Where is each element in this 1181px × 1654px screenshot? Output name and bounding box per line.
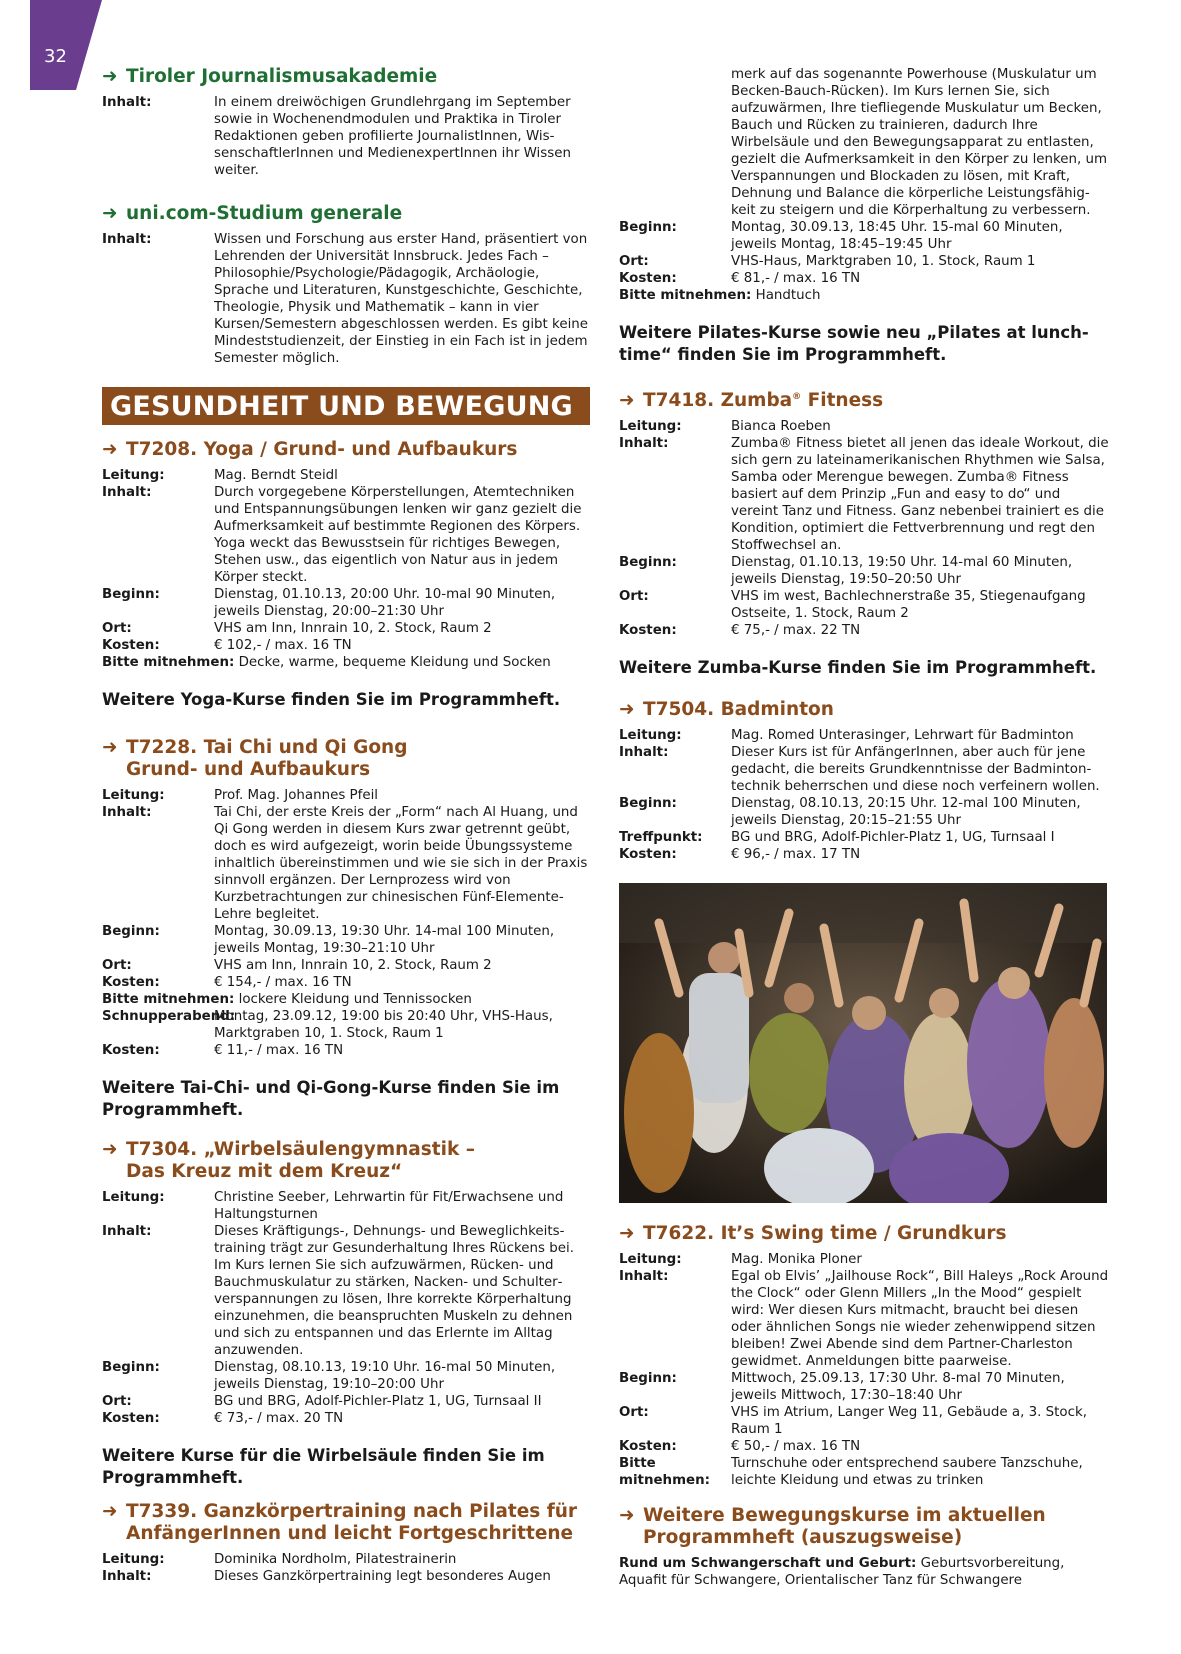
- yoga-inhalt: Inhalt: Durch vorgegebene Körperstellungen, Atemtechniken und Entspannungsübungen lenken wir ganz gezielt die Aufmerksamkeit auf bestimmte Regionen des Körpers. Yoga weckt das Bewusstsein für richtiges Bewegen, Stehen usw., das eigentlich von Natur aus in jedem Körper steckt.: [102, 485, 582, 585]
- zumba-hint: Weitere Zumba-Kurse finden Sie im Programmheft.: [619, 658, 1097, 678]
- course-title-zumba: ➜ T7418. Zumba® Fitness: [619, 390, 884, 412]
- zumba-inhalt: Inhalt: Zumba® Fitness bietet all jenen das ideale Workout, die sich gern zu lateinamerikanischen Rhythmen wie Salsa, Samba oder Merengue bewegen. Zumba® Fitness basiert auf dem Prinzip „Fun and easy to do“ und vereint Tanz und Fitness. Ganz nebenbei trainiert es die Kondition, optimiert die Fettverbrennung und regt den Stoffwechsel an.: [619, 436, 1109, 554]
- yoga-ort: Ort: VHS am Inn, Innrain 10, 2. Stock, Raum 2: [102, 621, 492, 636]
- arrow-right-icon: ➜: [619, 390, 635, 412]
- pilates-beginn: Beginn: Montag, 30.09.13, 18:45 Uhr. 15-mal 60 Minuten, jeweils Montag, 18:45–19:45 Uhr: [619, 220, 1063, 252]
- right-column: [619, 66, 1109, 1589]
- pilates-kosten: Kosten: € 81,- / max. 16 TN: [619, 271, 861, 286]
- course-title-swing: ➜ T7622. It’s Swing time / Grundkurs: [619, 1223, 1007, 1245]
- swing-mitnehmen: Bitte mitnehmen: Turnschuhe oder entsprechend saubere Tanzschuhe, leichte Kleidung und etwas zu trinken: [619, 1456, 1083, 1489]
- wirbel-beginn: Beginn: Dienstag, 08.10.13, 19:10 Uhr. 16-mal 50 Minuten, jeweils Dienstag, 19:10–20:00 Uhr: [102, 1360, 556, 1392]
- arrow-right-icon: ➜: [619, 699, 635, 721]
- zumba-kosten: Kosten: € 75,- / max. 22 TN: [619, 623, 861, 639]
- swing-beginn: Beginn: Mittwoch, 25.09.13, 17:30 Uhr. 8-mal 70 Minuten, jeweils Mittwoch, 17:30–18:40 Uhr: [619, 1371, 1065, 1404]
- badminton-leitung: Leitung: Mag. Romed Unterasinger, Lehrwart für Badminton: [619, 728, 1074, 744]
- yoga-beginn: Beginn: Dienstag, 01.10.13, 20:00 Uhr. 10-mal 90 Minuten, jeweils Dienstag, 20:00–21:30 Uhr: [102, 587, 556, 619]
- swing-leitung: Leitung: Mag. Monika Ploner: [619, 1252, 862, 1268]
- swing-kosten: Kosten: € 50,- / max. 16 TN: [619, 1439, 861, 1455]
- swing-ort: Ort: VHS im Atrium, Langer Weg 11, Gebäude a, 3. Stock, Raum 1: [619, 1405, 1087, 1438]
- taichi-inhalt: Inhalt: Tai Chi, der erste Kreis der „Form“ nach Al Huang, und Qi Gong werden in diesem Kurs zwar getrennt geübt, doch es wird aufgezeigt, worin beide Übungssysteme inhaltlich übereinstimmen und wie sie sich in der Praxis sinnvoll ergänzen. Der Lernprozess wird von Kurzbetrachtungen zur chinesischen Fünf-Elemente-Lehre begleitet.: [102, 805, 588, 922]
- pilates-inhalt: Inhalt: Dieses Ganzkörpertraining legt besonderes Augen: [102, 1569, 551, 1584]
- wirbel-leitung: Leitung: Christine Seeber, Lehrwartin für Fit/Erwachsene und Haltungsturnen: [102, 1190, 564, 1222]
- section-title-journalismus: ➜ Tiroler Journalismusakademie: [102, 66, 438, 87]
- wirbel-inhalt: Inhalt: Dieses Kräftigungs-, Dehnungs- und Beweglichkeitstraining trägt zur Gesunderhaltung Ihres Rückens bei. Im Kurs lernen Sie sich aufzuwärmen, Rücken- und Bauchmuskulatur zu stärken, Nacken- und Schulterverspannungen zu lösen, Ihre korrekte Körperhaltung einzunehmen, die beanspruchten Muskeln zu dehnen und sich zu entspannen und das Erlernte im Alltag anzuwenden.: [102, 1224, 574, 1358]
- taichi-beginn: Beginn: Montag, 30.09.13, 19:30 Uhr. 14-mal 100 Minuten, jeweils Montag, 19:30–21:10 Uhr: [102, 924, 555, 956]
- wirbel-hint: Weitere Kurse für die Wirbelsäule finden Sie im Programmheft.: [102, 1446, 545, 1487]
- zumba-ort: Ort: VHS im west, Bachlechnerstraße 35, Stiegenaufgang Ostseite, 1. Stock, Raum 2: [619, 589, 1086, 622]
- arrow-right-icon: ➜: [102, 737, 118, 758]
- dance-group-photo: [619, 883, 1107, 1203]
- section-title-unicom: ➜ uni.com-Studium generale: [102, 203, 403, 224]
- yoga-leitung: Leitung: Mag. Berndt Steidl: [102, 468, 338, 483]
- course-title-badminton: ➜ T7504. Badminton: [619, 699, 834, 721]
- taichi-schnupper: Schnupperabend: Montag, 23.09.12, 19:00 bis 20:40 Uhr, VHS-Haus, Marktgraben 10, 1. Stock, Raum 1: [102, 1009, 553, 1041]
- course-title-pilates: ➜ T7339. Ganzkörpertraining nach Pilates für AnfängerInnen und leicht Fortgeschrittene: [102, 1501, 578, 1544]
- arrow-right-icon: ➜: [619, 1505, 635, 1527]
- badminton-treffpunkt: Treffpunkt: BG und BRG, Adolf-Pichler-Platz 1, UG, Turnsaal I: [619, 830, 1055, 846]
- pilates-mitnehmen: Bitte mitnehmen: Handtuch: [619, 288, 821, 303]
- section-title-weitere: ➜ Weitere Bewegungskurse im aktuellen Programmheft (auszugsweise): [619, 1505, 1046, 1549]
- yoga-hint: Weitere Yoga-Kurse finden Sie im Programmheft.: [102, 690, 561, 709]
- pilates-ort: Ort: VHS-Haus, Marktgraben 10, 1. Stock, Raum 1: [619, 254, 1036, 269]
- taichi-hint: Weitere Tai-Chi- und Qi-Gong-Kurse finden Sie im Programmheft.: [102, 1078, 560, 1119]
- left-column: [102, 66, 590, 1585]
- weitere-text: Rund um Schwangerschaft und Geburt: Geburtsvorbereitung, Aquafit für Schwangere, Orientalischer Tanz für Schwangere: [619, 1556, 1065, 1589]
- page-number: 32: [44, 46, 67, 67]
- taichi-kosten2: Kosten: € 11,- / max. 16 TN: [102, 1043, 344, 1058]
- arrow-right-icon: ➜: [102, 1501, 118, 1522]
- yoga-kosten: Kosten: € 102,- / max. 16 TN: [102, 638, 352, 653]
- pilates-inhalt-cont: merk auf das sogenannte Powerhouse (Muskulatur um Becken-Bauch-Rücken). Im Kurs lernen Sie, sich aufzuwärmen, Ihre tiefliegende Muskulatur um Becken, Bauch und Rücken zu trainieren, dadurch Ihre Wirbelsäule und den Bewegungsapparat zu entlasten, gezielt die Aufmerksamkeit in den Körper zu lenken, um Verspannungen und Blockaden zu lösen, mit Kraft, Dehnung und Balance die körperliche Leistungsfähigkeit zu steigern und die Körperhaltung zu verbessern.: [731, 67, 1108, 218]
- course-title-wirbelsaeule: ➜ T7304. „Wirbelsäulengymnastik – Das Kreuz mit dem Kreuz“: [102, 1139, 475, 1182]
- taichi-kosten: Kosten: € 154,- / max. 16 TN: [102, 975, 352, 990]
- arrow-right-icon: ➜: [619, 1223, 635, 1245]
- zumba-beginn: Beginn: Dienstag, 01.10.13, 19:50 Uhr. 14-mal 60 Minuten, jeweils Dienstag, 19:50–20:50 Uhr: [619, 555, 1073, 588]
- unicom-inhalt: Inhalt: Wissen und Forschung aus erster Hand, präsentiert von Lehrenden der Universität Innsbruck. Jedes Fach – Philosophie/Psychologie/Pädagogik, Archäologie, Sprache und Literaturen, Kunstgeschichte, Geschichte, Theologie, Physik und Mathematik – kann in vier Kursen/Semestern abgeschlossen werden. Es gibt keine Mindeststudienzeit, der Einstieg in ein Fach ist in jedem Semester möglich.: [102, 232, 589, 366]
- pilates-leitung: Leitung: Dominika Nordholm, Pilatestrainerin: [102, 1552, 457, 1567]
- journalismus-inhalt: Inhalt: In einem dreiwöchigen Grundlehrgang im September sowie in Wochenendmodulen und Praktika in Tiroler Redaktionen geben profilierte JournalistInnen, WissenschaftlerInnen und MedienexpertInnen ihr Wissen weiter.: [102, 95, 571, 178]
- pilates-hint: Weitere Pilates-Kurse sowie neu „Pilates at lunchtime“ finden Sie im Programmheft.: [619, 323, 1089, 364]
- taichi-leitung: Leitung: Prof. Mag. Johannes Pfeil: [102, 788, 379, 803]
- taichi-ort: Ort: VHS am Inn, Innrain 10, 2. Stock, Raum 2: [102, 958, 492, 973]
- badminton-kosten: Kosten: € 96,- / max. 17 TN: [619, 847, 861, 863]
- arrow-right-icon: ➜: [102, 1139, 118, 1160]
- course-title-taichi: ➜ T7228. Tai Chi und Qi Gong Grund- und Aufbaukurs: [102, 737, 408, 780]
- wirbel-ort: Ort: BG und BRG, Adolf-Pichler-Platz 1, UG, Turnsaal II: [102, 1394, 542, 1409]
- swing-inhalt: Inhalt: Egal ob Elvis’ „Jailhouse Rock“, Bill Haleys „Rock Around the Clock“ oder Glenn Millers „In the Mood“ gespielt wird: Wer diesen Kurs mitmacht, braucht bei diesen oder ähnlichen Songs nie wieder zehenwippend sitzen bleiben! Zwei Abende sind dem Partner-Charleston gewidmet. Anmeldungen bitte paarweise.: [619, 1269, 1109, 1370]
- yoga-mitnehmen: Bitte mitnehmen: Decke, warme, bequeme Kleidung und Socken: [102, 655, 551, 670]
- badminton-beginn: Beginn: Dienstag, 08.10.13, 20:15 Uhr. 12-mal 100 Minuten, jeweils Dienstag, 20:15–21:55 Uhr: [619, 796, 1081, 829]
- arrow-right-icon: ➜: [102, 66, 118, 87]
- taichi-mitnehmen: Bitte mitnehmen: lockere Kleidung und Tennissocken: [102, 992, 472, 1007]
- page-number-tab: [30, 0, 102, 90]
- course-title-yoga: ➜ T7208. Yoga / Grund- und Aufbaukurs: [102, 439, 518, 460]
- wirbel-kosten: Kosten: € 73,- / max. 20 TN: [102, 1411, 344, 1426]
- zumba-leitung: Leitung: Bianca Roeben: [619, 419, 831, 435]
- category-banner: GESUNDHEIT UND BEWEGUNG: [102, 387, 590, 425]
- arrow-right-icon: ➜: [102, 203, 118, 224]
- badminton-inhalt: Inhalt: Dieser Kurs ist für AnfängerInnen, aber auch für jene gedacht, die bereits Grundkenntnisse der Badmintontechnik beherrschen und diese noch verfeinern wollen.: [619, 745, 1100, 795]
- arrow-right-icon: ➜: [102, 439, 118, 460]
